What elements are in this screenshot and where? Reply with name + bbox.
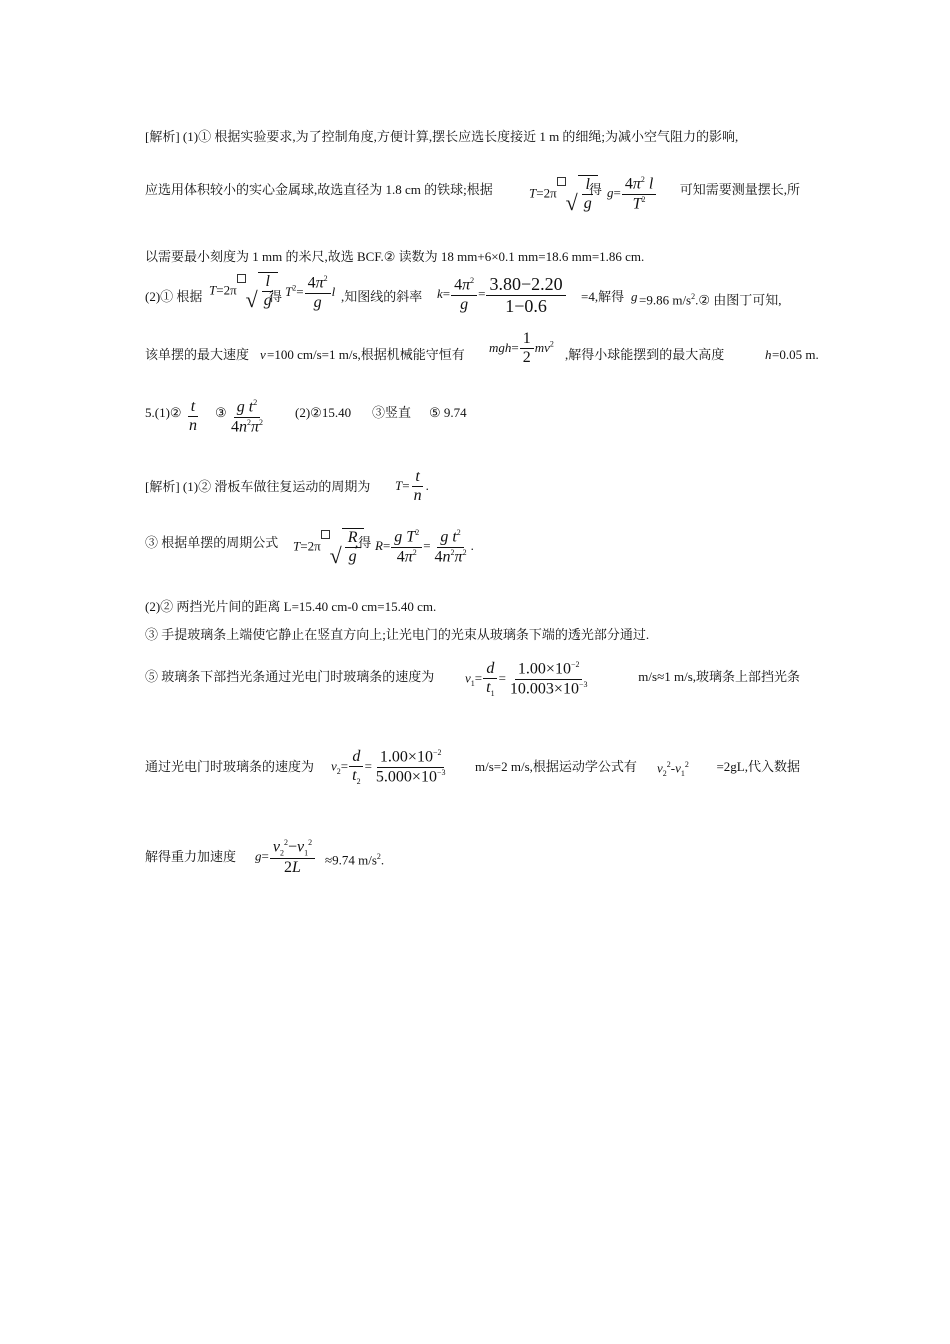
- t-squared-formula: $T^2=$ $\frac{4\pi^2}{g}$ l: [285, 274, 336, 311]
- g-symbol: g: [631, 289, 638, 304]
- analysis-5-line-1: [解析] (1)② 滑板车做往复运动的周期为 T= $\frac{t}{n}$ .: [145, 468, 429, 505]
- period-formula-2: T=2π √ $\frac{l}{g}$: [209, 272, 278, 311]
- analysis-1-line-3: 以需要最小刻度为 1 mm 的米尺,故选 BCF.② 读数为 18 mm+6×0.1 mm=18.6 mm=1.86 cm.: [145, 249, 645, 264]
- analysis-5-line-3: (2)② 两挡光片间的距离 L=15.40 cm-0 cm=15.40 cm.: [145, 599, 437, 614]
- g-formula: g= $\frac{4\pi^2 l}{T^2}$: [607, 175, 657, 213]
- analysis-2-line-2: 该单摆的最大速度 v =100 cm/s=1 m/s,根据机械能守恒有 mgh= $\frac{1}{2}$ $mv^2$ ,解得小球能摆到的最大高度 h =0.05 m.: [145, 330, 819, 367]
- analysis-5-line-6: 通过光电门时玻璃条的速度为 $v_2=$ $\frac{d}{t_2}$ = $\frac{1.00\times 10^{-2}}{5.000\times 10^{-3}}$ m/s=2 m/s,根据运动学公式有 $v_2^2-v_1^2$ =2gL,代入数据: [145, 748, 800, 787]
- analysis-5-line-4: ③ 手提玻璃条上端使它静止在竖直方向上;让光电门的光束从玻璃条下端的透光部分通过.: [145, 627, 650, 642]
- slope-formula: k= $\frac{4\pi^2}{g}$ = $\frac{3.80-2.20}{1-0.6}$: [437, 274, 567, 316]
- analysis-1-line-1: [解析] (1)① 根据实验要求,为了控制角度,方便计算,摆长应选长度接近 1 m 的细绳;为减小空气阻力的影响,: [145, 129, 739, 144]
- period-formula: T=2π √ $\frac{l}{g}$: [529, 175, 598, 214]
- answer-5: 5.(1)② $\frac{t}{n}$ ③ $\frac{g t^2}{4n^2\pi^2}$ (2)②15.40 ③竖直 ⑤ 9.74: [145, 398, 467, 436]
- analysis-5-line-2: ③ 根据单摆的周期公式 T=2π √ $\frac{R}{g}$ ,得 R= $\frac{g T^2}{4\pi^2}$ = $\frac{g t^2}{4n^2\pi^2}$ .: [145, 528, 474, 568]
- analysis-5-line-7: 解得重力加速度 g= $\frac{v_2^2-v_1^2}{2L}$ ≈9.74 $m/s^2$.: [145, 838, 385, 876]
- analysis-5-line-5: ⑤ 玻璃条下部挡光条通过光电门时玻璃条的速度为 $v_1=$ $\frac{d}{t_1}$ = $\frac{1.00\times 10^{-2}}{10.003\times 10^{-3}}$ m/s≈1 m/s,玻璃条上部挡光条: [145, 660, 800, 699]
- analysis-2-line-1: (2)① 根据 T=2π √ $\frac{l}{g}$ 得 $T^2=$ $\frac{4\pi^2}{g}$ l ,知图线的斜率 k= $\frac{4\pi^2}{g}$ = $\frac{3.80-2.20}{1-0.6}$ =4,解得 g =9.86 $m/s^2.②$ 由图丁可知,: [145, 273, 782, 316]
- analysis-1-line-2: 应选用体积较小的实心金属球,故选直径为 1.8 cm 的铁球;根据 T=2π √ $\frac{l}{g}$ 得 g= $\frac{4\pi^2 l}{T^2}$ 可知需要测量摆长,所: [145, 175, 800, 215]
- energy-formula: mgh= $\frac{1}{2}$ $mv^2$: [489, 330, 554, 367]
